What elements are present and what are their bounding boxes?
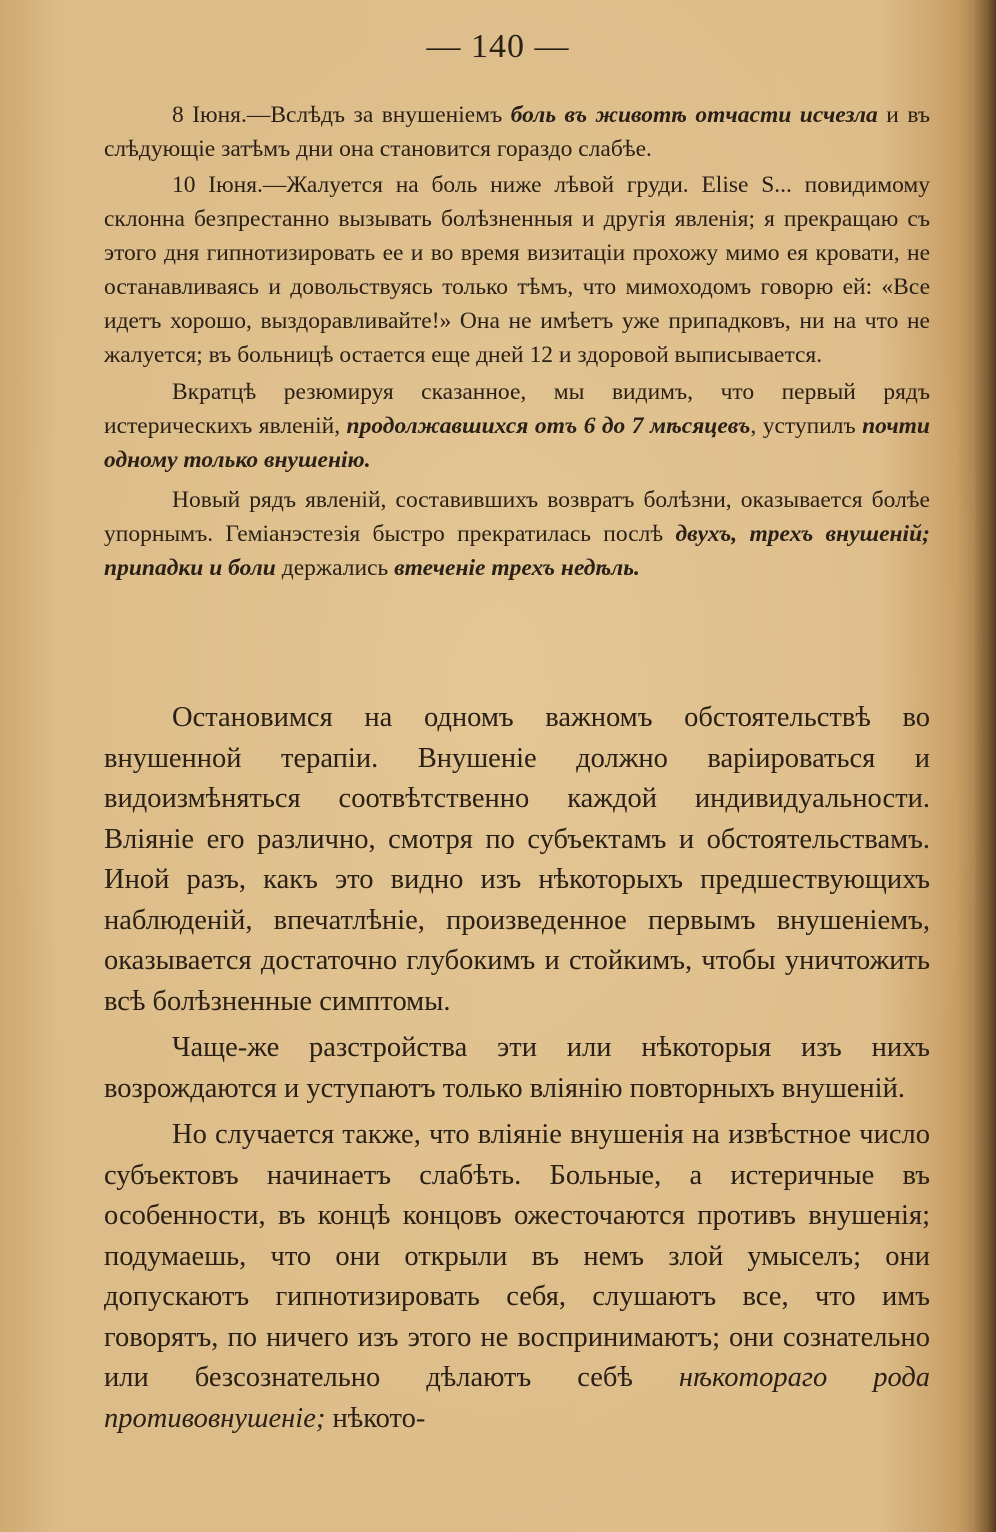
text-run: Новый рядъ явленій, составившихъ возвратъ болѣзни, оказывается болѣе упорнымъ. Геміанэстезія быстро прекратилась послѣ [104,487,930,547]
text-run: Вкратцѣ резюмируя сказанное, мы видимъ, что первый рядъ истерическихъ явленій, [104,379,930,439]
text-run: Чаще-же разстройства эти или нѣкоторыя изъ нихъ возрождаются и уступаютъ только вліянію повторныхъ внушеній. [104,1032,930,1104]
text-run: держались [275,555,395,581]
paragraph-small-1 [104,98,930,166]
paragraph-small-3 [104,375,930,477]
italic-run: нѣкотораго рода противовнушеніе; [104,1362,930,1434]
text-run: нѣкото- [325,1402,426,1434]
paragraph-small-2 [104,168,930,372]
italic-run: двухъ, трехъ внушеній; припадки и боли [104,521,930,581]
italic-run: почти одному только внушенію. [104,413,931,473]
paragraph-small-4 [104,483,930,585]
paragraph-large-2 [104,1028,930,1109]
large-print-block [104,698,930,1439]
text-run: , уступилъ [750,413,863,439]
paragraph-large-1 [104,698,930,1022]
text-run: 8 Іюня.—Вслѣдъ за внушеніемъ [172,102,511,128]
text-run: Но случается также, что вліяніе внушенія на извѣстное число субъектовъ начинаетъ слабѣть. Больные, а истеричные въ особенности, въ концѣ концовъ ожесточаются противъ внушенія; подумаешь, что они открыли въ немъ злой умыселъ; они допускаютъ гипнотизировать себя, слушаютъ все, что имъ говорятъ, по ничего изъ этого не воспринимаютъ; они сознательно или безсознательно дѣлаютъ себѣ [104,1119,930,1393]
italic-run: втеченіе трехъ недѣль. [394,555,640,581]
small-print-block [104,98,930,585]
page-number: — 140 — [426,28,570,65]
paragraph-large-3 [104,1115,930,1439]
page-spine-shadow [974,0,996,1532]
italic-run: боль въ животѣ отчасти исчезла [510,102,878,128]
text-run: 10 Іюня.—Жалуется на боль ниже лѣвой груди. Elise S... повидимому склонна безпрестанно вызывать болѣзненныя и другія явленія; я прекращаю съ этого дня гипнотизировать ее и во время визитаціи прохожу мимо ея кровати, не останавливаясь и довольствуясь только тѣмъ, что мимоходомъ говорю ей: «Все идетъ хорошо, выздоравливайте!» Она не имѣетъ уже припадковъ, ни на что не жалуется; въ больницѣ остается еще дней 12 и здоровой выписывается. [104,172,930,368]
text-run: и въ слѣдующіе затѣмъ дни она становится гораздо слабѣе. [104,102,930,162]
italic-run: продолжавшихся отъ 6 до 7 мѣсяцевъ [346,413,751,439]
text-run: Остановимся на одномъ важномъ обстоятельствѣ во внушенной терапіи. Внушеніе должно варіироваться и видоизмѣняться соотвѣтственно каждой индивидуальности. Вліяніе его различно, смотря по субъектамъ и обстоятельствамъ. Иной разъ, какъ это видно изъ нѣкоторыхъ предшествующихъ наблюденій, впечатлѣніе, произведенное первымъ внушеніемъ, оказывается достаточно глубокимъ и стойкимъ, чтобы уничтожить всѣ болѣзненные симптомы. [104,702,930,1017]
